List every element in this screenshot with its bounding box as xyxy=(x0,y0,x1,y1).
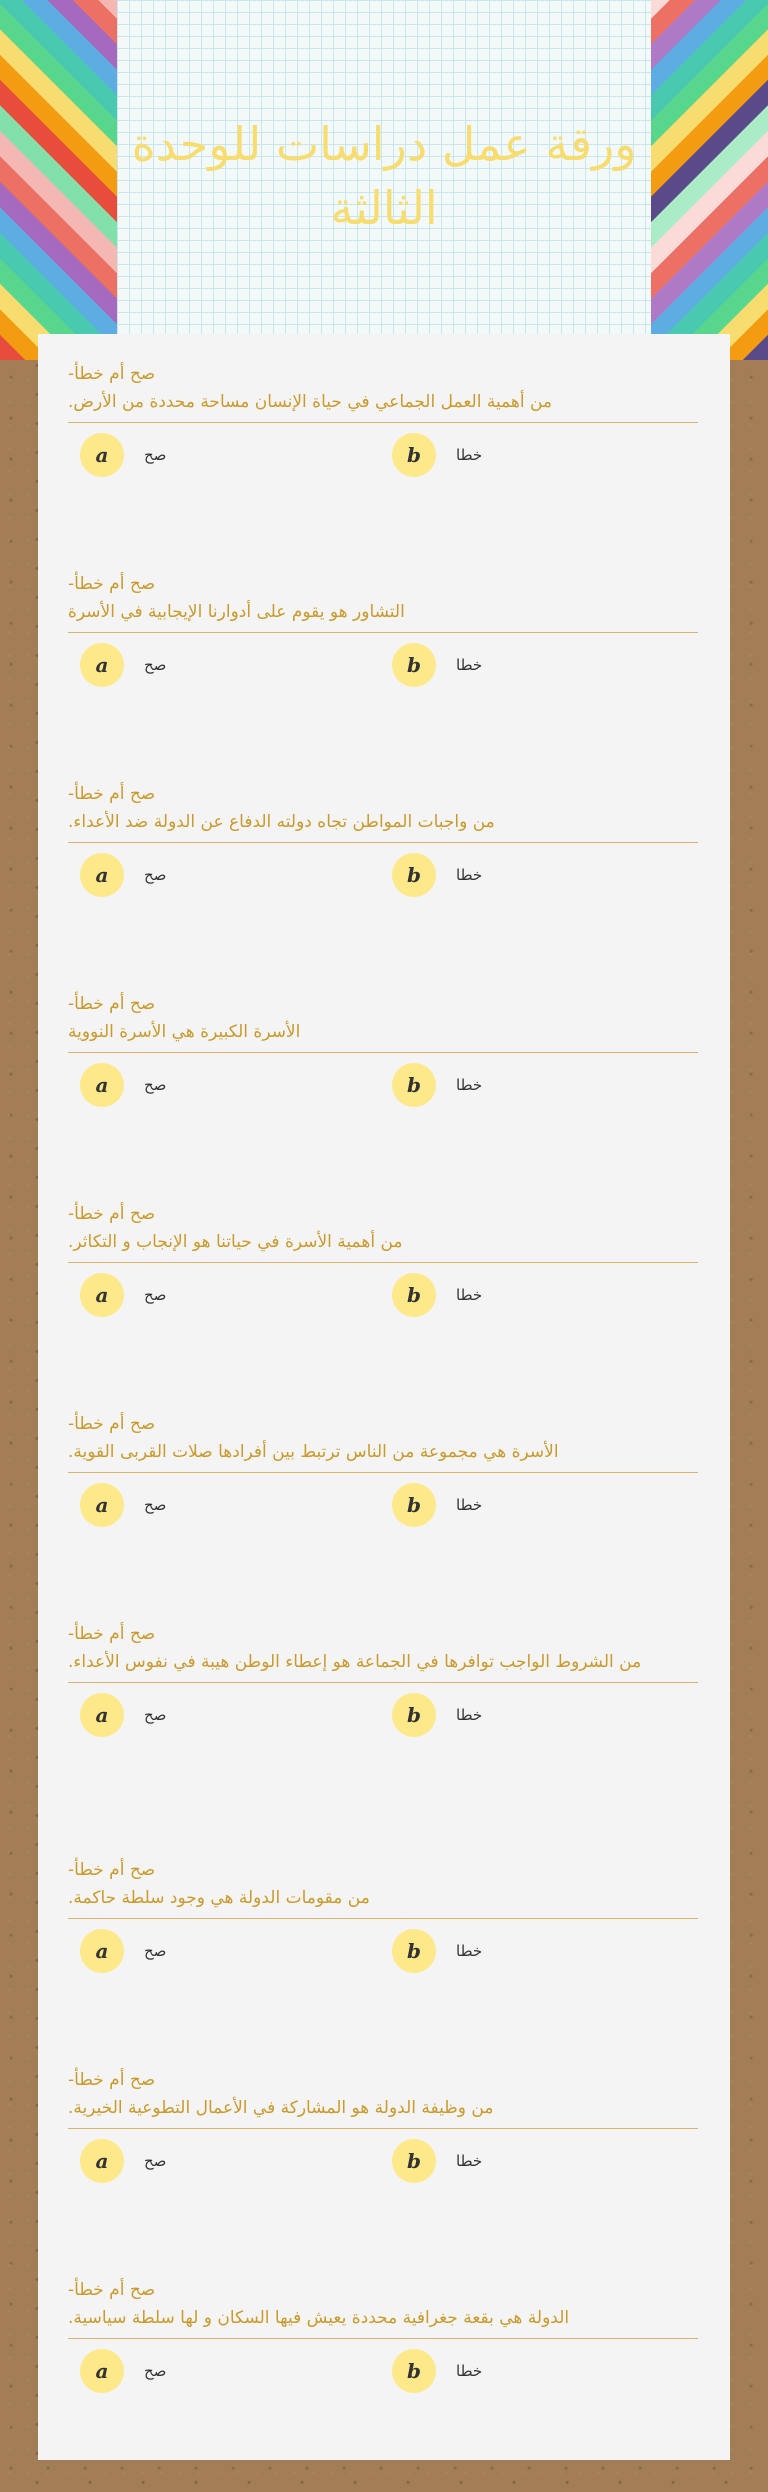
option-label-true: صح xyxy=(144,2152,167,2170)
worksheet-sheet xyxy=(38,334,730,2460)
question-type: صح أم خطأ- xyxy=(68,2070,156,2090)
option-letter-a: a xyxy=(80,433,124,477)
answer-option-b[interactable] xyxy=(392,1063,482,1107)
answer-option-a[interactable] xyxy=(80,1063,166,1107)
worksheet-title: ورقة عمل دراسات للوحدة الثالثة xyxy=(131,117,637,235)
question-type: صح أم خطأ- xyxy=(68,1860,156,1880)
divider xyxy=(68,842,698,843)
option-label-true: صح xyxy=(144,1076,167,1094)
question-type: صح أم خطأ- xyxy=(68,994,156,1014)
option-letter-b: b xyxy=(392,1273,436,1317)
divider xyxy=(68,1682,698,1683)
decorative-stripes-right xyxy=(651,0,768,360)
answer-option-b[interactable] xyxy=(392,1483,482,1527)
answer-option-a[interactable] xyxy=(80,2139,166,2183)
question-text: التشاور هو يقوم على أدوارنا الإيجابية في الأسرة xyxy=(68,602,405,622)
answer-option-b[interactable] xyxy=(392,643,482,687)
option-letter-a: a xyxy=(80,1483,124,1527)
option-label-false: خطا xyxy=(456,866,483,884)
question-type: صح أم خطأ- xyxy=(68,784,156,804)
option-letter-a: a xyxy=(80,2349,124,2393)
divider xyxy=(68,2128,698,2129)
question-type: صح أم خطأ- xyxy=(68,574,156,594)
divider xyxy=(68,1472,698,1473)
question-text: من أهمية العمل الجماعي في حياة الإنسان مساحة محددة من الأرض. xyxy=(68,392,553,412)
question-6 xyxy=(68,1412,698,1543)
question-8 xyxy=(68,1858,698,1989)
option-label-false: خطا xyxy=(456,1706,483,1724)
answer-option-a[interactable] xyxy=(80,1273,166,1317)
question-text: من الشروط الواجب توافرها في الجماعة هو إعطاء الوطن هيبة في نفوس الأعداء. xyxy=(68,1652,642,1672)
answer-option-b[interactable] xyxy=(392,1929,482,1973)
header-banner xyxy=(0,0,768,360)
option-letter-a: a xyxy=(80,643,124,687)
question-text: الدولة هي بقعة جغرافية محددة يعيش فيها السكان و لها سلطة سياسية. xyxy=(68,2308,570,2328)
option-letter-b: b xyxy=(392,1063,436,1107)
question-text: من وظيفة الدولة هو المشاركة في الأعمال التطوعية الخيرية. xyxy=(68,2098,494,2118)
answer-option-b[interactable] xyxy=(392,853,482,897)
answer-option-a[interactable] xyxy=(80,433,166,477)
option-letter-a: a xyxy=(80,2139,124,2183)
divider xyxy=(68,1262,698,1263)
question-2 xyxy=(68,572,698,703)
question-type: صح أم خطأ- xyxy=(68,2280,156,2300)
question-type: صح أم خطأ- xyxy=(68,1414,156,1434)
option-label-false: خطا xyxy=(456,446,483,464)
answer-option-b[interactable] xyxy=(392,1693,482,1737)
option-label-true: صح xyxy=(144,446,167,464)
answer-option-b[interactable] xyxy=(392,2349,482,2393)
option-letter-a: a xyxy=(80,1063,124,1107)
question-text: الأسرة الكبيرة هي الأسرة النووية xyxy=(68,1022,301,1042)
divider xyxy=(68,422,698,423)
option-letter-b: b xyxy=(392,1693,436,1737)
option-label-true: صح xyxy=(144,866,167,884)
answer-option-a[interactable] xyxy=(80,1929,166,1973)
option-label-true: صح xyxy=(144,1706,167,1724)
question-text: من واجبات المواطن تجاه دولته الدفاع عن الدولة ضد الأعداء. xyxy=(68,812,495,832)
question-10 xyxy=(68,2278,698,2409)
option-label-false: خطا xyxy=(456,2152,483,2170)
option-letter-b: b xyxy=(392,2139,436,2183)
divider xyxy=(68,2338,698,2339)
answer-option-a[interactable] xyxy=(80,1693,166,1737)
option-label-false: خطا xyxy=(456,656,483,674)
option-letter-a: a xyxy=(80,853,124,897)
answer-option-a[interactable] xyxy=(80,1483,166,1527)
answer-option-a[interactable] xyxy=(80,2349,166,2393)
divider xyxy=(68,1052,698,1053)
question-type: صح أم خطأ- xyxy=(68,364,156,384)
question-1 xyxy=(68,362,698,493)
question-5 xyxy=(68,1202,698,1333)
option-letter-a: a xyxy=(80,1273,124,1317)
divider xyxy=(68,632,698,633)
answer-option-b[interactable] xyxy=(392,2139,482,2183)
option-letter-b: b xyxy=(392,1929,436,1973)
answer-option-b[interactable] xyxy=(392,1273,482,1317)
question-7 xyxy=(68,1622,698,1753)
option-label-false: خطا xyxy=(456,1286,483,1304)
option-letter-b: b xyxy=(392,643,436,687)
divider xyxy=(68,1918,698,1919)
question-text: الأسرة هي مجموعة من الناس ترتبط بين أفرادها صلات القربى القوية. xyxy=(68,1442,559,1462)
option-letter-b: b xyxy=(392,853,436,897)
option-letter-b: b xyxy=(392,2349,436,2393)
option-label-true: صح xyxy=(144,656,167,674)
answer-option-a[interactable] xyxy=(80,643,166,687)
question-text: من مقومات الدولة هي وجود سلطة حاكمة. xyxy=(68,1888,370,1908)
question-text: من أهمية الأسرة في حياتنا هو الإنجاب و التكاثر. xyxy=(68,1232,403,1252)
option-letter-b: b xyxy=(392,433,436,477)
option-label-true: صح xyxy=(144,1942,167,1960)
answer-option-a[interactable] xyxy=(80,853,166,897)
question-3 xyxy=(68,782,698,913)
option-letter-a: a xyxy=(80,1929,124,1973)
option-label-false: خطا xyxy=(456,1496,483,1514)
option-label-true: صح xyxy=(144,2362,167,2380)
option-label-true: صح xyxy=(144,1286,167,1304)
question-type: صح أم خطأ- xyxy=(68,1624,156,1644)
option-letter-a: a xyxy=(80,1693,124,1737)
option-label-false: خطا xyxy=(456,1942,483,1960)
option-label-false: خطا xyxy=(456,2362,483,2380)
answer-option-b[interactable] xyxy=(392,433,482,477)
question-4 xyxy=(68,992,698,1123)
option-label-true: صح xyxy=(144,1496,167,1514)
option-label-false: خطا xyxy=(456,1076,483,1094)
question-9 xyxy=(68,2068,698,2199)
question-type: صح أم خطأ- xyxy=(68,1204,156,1224)
option-letter-b: b xyxy=(392,1483,436,1527)
